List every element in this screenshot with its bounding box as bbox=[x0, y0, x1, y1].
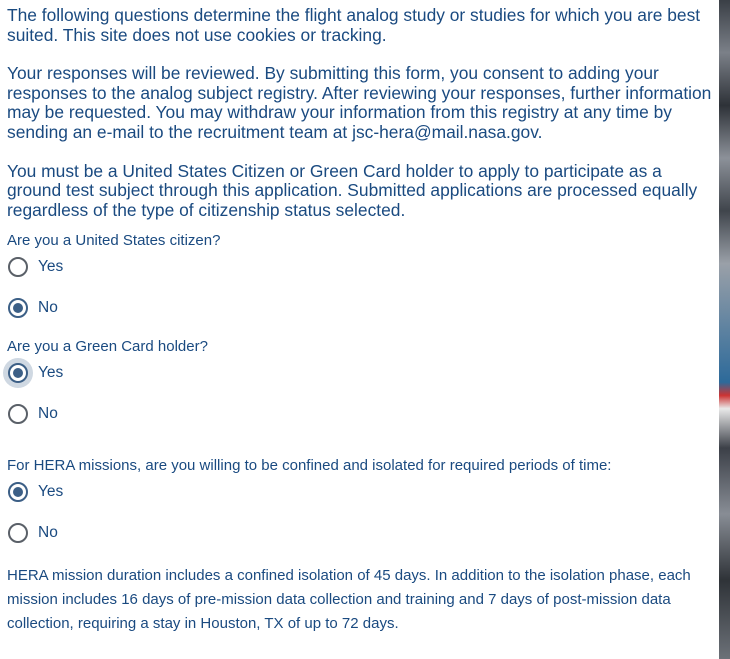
radio-button[interactable] bbox=[8, 298, 28, 318]
radio-label: No bbox=[38, 299, 58, 317]
radio-option-yes[interactable] bbox=[7, 257, 719, 277]
question-us-citizen bbox=[7, 232, 719, 318]
question-confinement bbox=[7, 457, 719, 543]
question-text: Are you a Green Card holder? bbox=[7, 338, 208, 356]
radio-button[interactable] bbox=[8, 482, 28, 502]
intro-section bbox=[7, 6, 719, 220]
intro-paragraph-purpose: The following questions determine the flight analog study or studies for which you are best suited. This site does not use cookies or tracking. bbox=[7, 5, 701, 45]
radio-option-no[interactable] bbox=[7, 404, 719, 424]
radio-button[interactable] bbox=[8, 523, 28, 543]
radio-option-yes[interactable] bbox=[7, 363, 719, 383]
radio-label: No bbox=[38, 405, 58, 423]
question-text: For HERA missions, are you willing to be confined and isolated for required periods of time: bbox=[7, 457, 612, 475]
radio-button[interactable] bbox=[8, 404, 28, 424]
radio-label: Yes bbox=[38, 258, 64, 276]
application-form bbox=[7, 0, 719, 636]
radio-label: No bbox=[38, 524, 58, 542]
radio-option-no[interactable] bbox=[7, 523, 719, 543]
background-photo-edge bbox=[719, 0, 730, 659]
intro-paragraph-consent: Your responses will be reviewed. By submitting this form, you consent to adding your responses to the analog subject registry. After reviewing your responses, further information may be requested. You may withdraw your information from this registry at any time by sending an e-mail to the recruitment team at jsc-hera@mail.nasa.gov. bbox=[7, 63, 712, 142]
question-text: Are you a United States citizen? bbox=[7, 232, 221, 250]
mission-duration-note: HERA mission duration includes a confined isolation of 45 days. In addition to the isolation phase, each mission includes 16 days of pre-mission data collection and training and 7 days of post-mission data collection, requiring a stay in Houston, TX of up to 72 days. bbox=[7, 567, 691, 633]
radio-label: Yes bbox=[38, 483, 64, 501]
radio-option-yes[interactable] bbox=[7, 482, 719, 502]
radio-option-no[interactable] bbox=[7, 298, 719, 318]
radio-button[interactable] bbox=[8, 363, 28, 383]
radio-label: Yes bbox=[38, 364, 64, 382]
question-green-card bbox=[7, 338, 719, 424]
radio-button[interactable] bbox=[8, 257, 28, 277]
intro-paragraph-eligibility: You must be a United States Citizen or Green Card holder to apply to participate as a ground test subject through this application. Submitted applications are processed equally regardless of the type of citizenship status selected. bbox=[7, 160, 698, 220]
